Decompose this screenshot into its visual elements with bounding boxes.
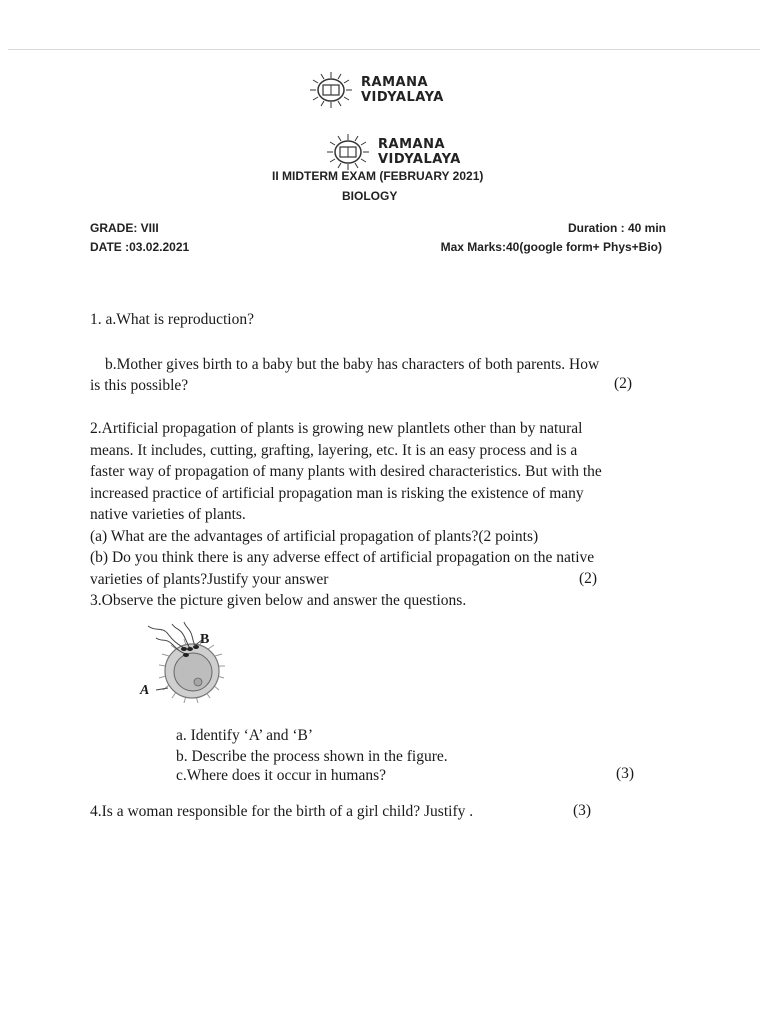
question-3a: a. Identify ‘A’ and ‘B’ (176, 727, 314, 744)
school-name-line1: RAMANA (378, 137, 446, 152)
question-3: 3.Observe the picture given below and answer the questions. (90, 592, 467, 609)
school-emblem-icon (322, 132, 374, 172)
school-logo-second (322, 132, 461, 172)
question-1a: 1. a.What is reproduction? (90, 311, 254, 328)
exam-subject: BIOLOGY (342, 189, 398, 203)
question-2-line: native varieties of plants. (90, 506, 246, 523)
question-2-line: faster way of propagation of many plants with desired characteristics. But with the (90, 463, 602, 480)
figure-label-b: B (200, 632, 210, 647)
question-2-line: 2.Artificial propagation of plants is growing new plantlets other than by natural (90, 420, 583, 437)
school-emblem-icon (305, 70, 357, 110)
question-2-line: means. It includes, cutting, grafting, layering, etc. It is an easy process and is a (90, 441, 578, 459)
question-3b: b. Describe the process shown in the figure. (176, 748, 448, 765)
exam-title: II MIDTERM EXAM (FEBRUARY 2021) (272, 169, 484, 183)
question-1b-line2: is this possible? (90, 377, 189, 394)
duration-label: Duration : 40 min (567, 221, 666, 235)
question-2-line: increased practice of artificial propagation man is risking the existence of many (90, 484, 584, 502)
school-logo-top (305, 70, 444, 110)
question-3-marks: (3) (616, 765, 635, 782)
grade-label: GRADE: VIII (90, 221, 159, 235)
question-2a: (a) What are the advantages of artificial propagation of plants?(2 points) (90, 527, 539, 545)
max-marks-label: Max Marks:40(google form+ Phys+Bio) (440, 240, 662, 254)
question-3c: c.Where does it occur in humans? (176, 767, 387, 784)
question-2b-line2: varieties of plants?Justify your answer (90, 570, 329, 588)
figure-label-a: A (140, 683, 150, 698)
question-1b-line1: b.Mother gives birth to a baby but the baby has characters of both parents. How (105, 356, 600, 373)
date-label: DATE :03.02.2021 (90, 240, 190, 254)
school-name-line1: RAMANA (361, 75, 429, 90)
school-name-line2: VIDYALAYA (361, 90, 444, 105)
page-top-divider (8, 49, 760, 50)
question-1-marks: (2) (614, 375, 633, 392)
question-4: 4.Is a woman responsible for the birth of a girl child? Justify . (90, 803, 474, 820)
question-4-marks: (3) (573, 802, 592, 819)
school-name-line2: VIDYALAYA (378, 152, 461, 167)
question-2b-line1: (b) Do you think there is any adverse effect of artificial propagation on the native (90, 549, 595, 566)
question-2-marks: (2) (579, 570, 598, 587)
fertilization-diagram (128, 618, 250, 726)
